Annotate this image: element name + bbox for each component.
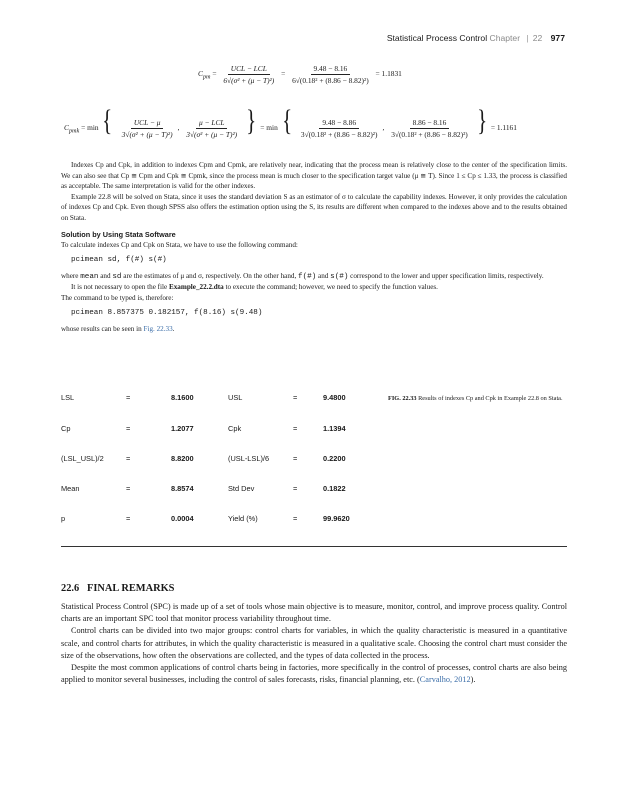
paragraph-command-typed: The command to be typed is, therefore: xyxy=(61,293,174,302)
figure-divider xyxy=(61,546,567,547)
equation-cpm: $C_{pm}$ = $\frac{\text{UCL − LCL}}{\text{6√(σ² + (μ − T)²)}}$ = $\frac{9.48 - 8.16}{\text{6√(0.18² + (8.86 − 8.82)²)}}$ = 1.1831 xyxy=(198,64,402,85)
paragraph-index-comparison: Indexes Cp and Cpk, in addition to indexes Cpm and Cpmk, are relatively near, indicating that the process mean is relatively close to the center of the specification limits. We can also see that Cp ≅ Cpm and Cpk ≅ Cpmk, since the process mean is much closer to the specification target value (μ ≅ T). Since 1 ≤ Cp ≤ 1.33, the process is classified as acceptable. The same interpretation is valid for the other indexes. xyxy=(61,161,567,191)
running-title: Statistical Process Control xyxy=(386,33,488,43)
section-heading xyxy=(61,583,174,594)
paragraph-command-intro: To calculate indexes Cp and Cpk on Stata, we have to use the following command: xyxy=(61,241,298,250)
paragraph-chart-groups: Control charts can be divided into two major groups: control charts for variables, in which the quality characteristic is measured in a quantitative scale, and control charts for attributes, in which the quality characteristic is measured in a qualitative scale. Choosing the control chart must consider the size of the observations, how often the observations are collected, and the types of data collected in the process. xyxy=(61,626,567,660)
citation-link[interactable]: Carvalho, 2012 xyxy=(419,675,471,685)
stata-command-generic: pcimean sd, f(#) s(#) xyxy=(71,255,167,264)
output-row: (LSL_USL)/2 = 8.8200 (USL-LSL)/6 = 0.2200 xyxy=(61,454,346,463)
paragraph-example-stata: Example 22.8 will be solved on Stata, since it uses the standard deviation S as an estimator of σ to calculate the capability indexes. However, it only provides the calculation of indexes Cp and Cpk. Even though SPSS also offers the estimation option using the S, its results are different when compared to the indexes above and to the results obtained on Stata. xyxy=(61,192,567,222)
running-header xyxy=(0,33,565,43)
cpmk-frac-lower-numeric: $\frac{8.86 - 8.16}{\text{3√(0.18² + (8.86 − 8.82)²)}}$ xyxy=(391,117,468,139)
paragraph-applications: Despite the most common applications of control charts being in factories, more specifically in the control of processes, control charts are also being applied to monitor several businesses, including the control of sales forecasts, risks, financial planning, etc. (Carvalho, 2012). xyxy=(61,663,567,685)
page-number: 977 xyxy=(550,33,565,43)
chapter-label: Chapter xyxy=(489,33,521,43)
cpmk-result: = 1.1161 xyxy=(490,123,517,132)
paragraph-spc-definition: Statistical Process Control (SPC) is made up of a set of tools whose main objective is to measure, monitor, control, and improve process quality. Control charts are an important SPC tool that monitor process variability throughout time. xyxy=(61,602,567,624)
output-row: Cp = 1.2077 Cpk = 1.1394 xyxy=(61,424,346,433)
output-row: Mean = 8.8574 Std Dev = 0.1822 xyxy=(61,484,346,493)
cpmk-frac-upper-numeric: $\frac{9.48 - 8.86}{\text{3√(0.18² + (8.86 − 8.82)²)}}$ xyxy=(300,117,378,139)
figure-caption-text: Results of indexes Cp and Cpk in Example 22.8 on Stata. xyxy=(418,395,563,402)
section-number: 22.6 xyxy=(61,583,80,594)
paragraph-file-note: It is not necessary to open the file Example_22.2.dta to execute the command; however, we need to specify the function values. xyxy=(71,283,438,292)
cpm-fraction-symbolic: $\frac{\text{UCL − LCL}}{\text{6√(σ² + (μ − T)²)}}$ xyxy=(223,64,275,85)
paragraph-results-ref: whose results can be seen in Fig. 22.33. xyxy=(61,324,175,333)
output-row: LSL = 8.1600 USL = 9.4800 xyxy=(61,393,346,402)
figure-link[interactable]: Fig. 22.33 xyxy=(143,324,173,333)
body-text xyxy=(61,160,567,334)
header-separator: | xyxy=(526,33,529,43)
paragraph-command-explanation: where mean and sd are the estimates of μ and σ, respectively. On the other hand, f(#) and s(#) correspond to the lower and upper specification limits, respectively. xyxy=(61,271,544,281)
cpmk-frac-upper-symbolic: $\frac{\text{UCL − μ}}{\text{3√(σ² + (μ − T)²)}}$ xyxy=(121,117,173,139)
cpmk-frac-lower-symbolic: $\frac{\text{μ − LCL}}{\text{3√(σ² + (μ − T)²)}}$ xyxy=(186,117,238,139)
output-row: p = 0.0004 Yield (%) = 99.9620 xyxy=(61,514,350,523)
stata-command-specific: pcimean 8.857375 0.182157, f(8.16) s(9.48) xyxy=(71,308,263,317)
figure-caption xyxy=(388,394,568,403)
final-remarks xyxy=(61,601,567,686)
equation-cpmk: $C_{pmk} = \min$ { $\frac{\text{UCL − μ}}{\text{3√(σ² + (μ − T)²)}}$ , $\frac{\text{μ − LCL}}{\text{3√(σ² + (μ − T)²)}}$ } = min { $\frac{9.48 - 8.86}{\text{3√(0.18² + (8.86 − 8.82)²)}}$ , $\frac{8.86 - 8.16}{\text{3√(0.18² + (8.86 − 8.82)²)}}$ } = 1.1161 xyxy=(64,104,517,139)
cpm-fraction-numeric: $\frac{9.48 - 8.16}{\text{6√(0.18² + (8.86 − 8.82)²)}}$ xyxy=(292,64,369,85)
chapter-number: 22 xyxy=(532,33,543,43)
figure-label: FIG. 22.33 xyxy=(388,395,417,402)
cpm-result: = 1.1831 xyxy=(375,69,402,79)
solution-heading: Solution by Using Stata Software xyxy=(61,229,176,239)
section-title: FINAL REMARKS xyxy=(86,583,175,594)
file-name: Example_22.2.dta xyxy=(168,283,224,292)
